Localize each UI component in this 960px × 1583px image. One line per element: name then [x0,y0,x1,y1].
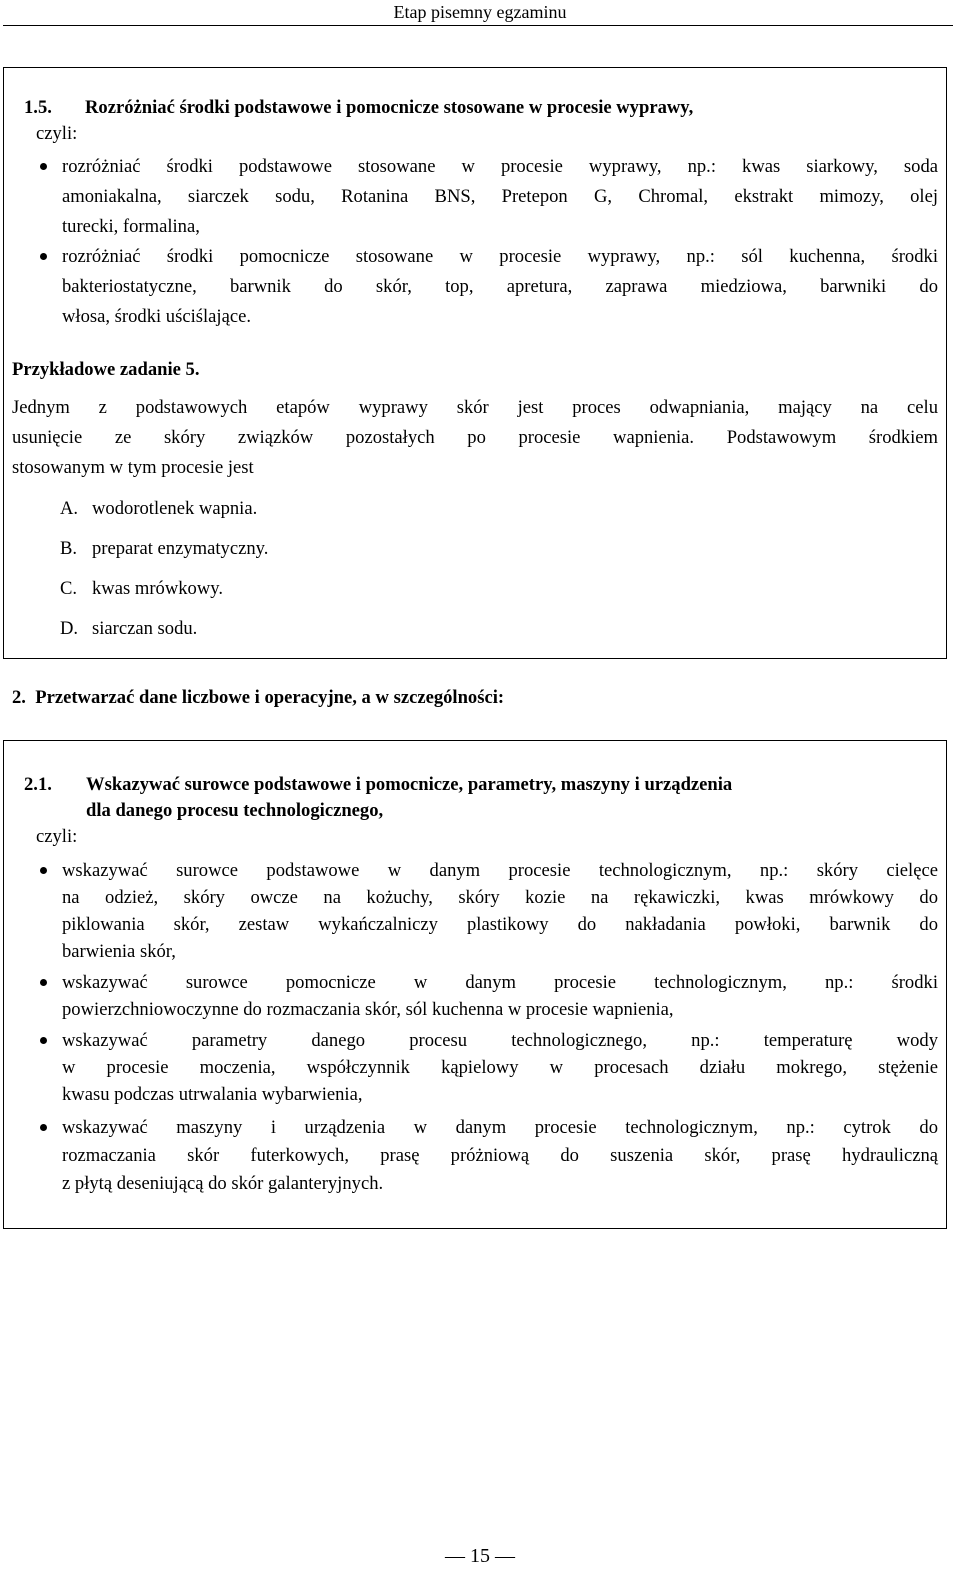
option-letter: B. [60,538,78,559]
bullet-2-1-3-line-2: w procesie moczenia, współczynnik kąpielowy w procesach działu mokrego, stężenie [62,1057,938,1078]
page-number: 15 [470,1545,490,1567]
bullet-2-1-4-line-1: wskazywać maszyny i urządzenia w danym procesie technologicznym, np.: cytrok do [62,1117,938,1138]
section-1-5-czyli: czyli: [36,123,78,144]
bullet-2-1-1-line-4: barwienia skór, [62,941,176,962]
bullet-2-line-3: włosa, środki uściślające. [62,306,251,327]
bullet-icon [40,1037,47,1044]
option-letter: D. [60,618,79,639]
bullet-2-1-3-line-3: kwasu podczas utrwalania wybarwienia, [62,1084,363,1105]
bullet-icon [40,867,47,874]
bullet-icon [40,163,47,170]
bullet-icon [40,979,47,986]
footer-dash-left: — [445,1545,465,1567]
section-2-1-title-line-2: dla danego procesu technologicznego, [86,800,384,821]
option-text: siarczan sodu. [92,618,198,639]
bullet-1-line-2: amoniakalna, siarczek sodu, Rotanina BNS, Pretepon G, Chromal, ekstrakt mimozy, olej [62,186,938,207]
example-title: Przykładowe zadanie 5. [12,359,200,380]
section-2-heading [12,684,504,712]
bullet-2-1-1-line-2: na odzież, skóry owcze na kożuchy, skóry kozie na rękawiczki, kwas mrówkowy do [62,887,938,908]
bullet-icon [40,253,47,260]
bullet-2-line-1: rozróżniać środki pomocnicze stosowane w procesie wyprawy, np.: sól kuchenna, środki [62,246,938,267]
section-1-5-title: Rozróżniać środki podstawowe i pomocnicze stosowane w procesie wyprawy, [85,97,694,118]
bullet-2-1-3-line-1: wskazywać parametry danego procesu technologicznego, np.: temperaturę wody [62,1030,938,1051]
bullet-2-line-2: bakteriostatyczne, barwnik do skór, top, apretura, zaprawa miedziowa, barwniki do [62,276,938,297]
bullet-2-1-4-line-3: z płytą deseniującą do skór galanteryjnych. [62,1173,384,1194]
section-1-5-number: 1.5. [24,97,52,118]
bullet-2-1-1-line-3: piklowania skór, zestaw wykańczalniczy plastikowy do nakładania powłoki, barwnik do [62,914,938,935]
option-text: wodorotlenek wapnia. [92,498,258,519]
section-2-1-title-line-1: Wskazywać surowce podstawowe i pomocnicze, parametry, maszyny i urządzenia [86,774,733,795]
bullet-2-1-4-line-2: rozmaczania skór futerkowych, prasę próżniową do suszenia skór, prasę hydrauliczną [62,1145,938,1166]
section-2-1-czyli: czyli: [36,826,78,847]
bullet-2-1-2-line-2: powierzchniowoczynne do rozmaczania skór, sól kuchenna w procesie wapnienia, [62,999,674,1020]
bullet-1-line-1: rozróżniać środki podstawowe stosowane w procesie wyprawy, np.: kwas siarkowy, soda [62,156,938,177]
page-footer [0,1542,960,1570]
bullet-2-1-2-line-1: wskazywać surowce pomocnicze w danym procesie technologicznym, np.: środki [62,972,938,993]
option-text: preparat enzymatyczny. [92,538,269,559]
section-2-number: 2. [12,687,26,708]
question-line-2: usunięcie ze skóry związków pozostałych po procesie wapnienia. Podstawowym środkiem [12,427,938,448]
header-divider [3,25,953,26]
bullet-1-line-3: turecki, formalina, [62,216,200,237]
option-text: kwas mrówkowy. [92,578,224,599]
question-line-3: stosowanym w tym procesie jest [12,457,254,478]
page-header: Etap pisemny egzaminu [393,2,567,22]
option-letter: A. [60,498,79,519]
bullet-2-1-1-line-1: wskazywać surowce podstawowe w danym procesie technologicznym, np.: skóry cielęce [62,860,938,881]
question-line-1: Jednym z podstawowych etapów wyprawy skór jest proces odwapniania, mający na celu [12,397,938,418]
option-letter: C. [60,578,78,599]
bullet-icon [40,1124,47,1131]
footer-dash-right: — [495,1545,515,1567]
section-2-title: Przetwarzać dane liczbowe i operacyjne, a w szczególności: [35,687,505,708]
section-2-1-number: 2.1. [24,774,52,795]
